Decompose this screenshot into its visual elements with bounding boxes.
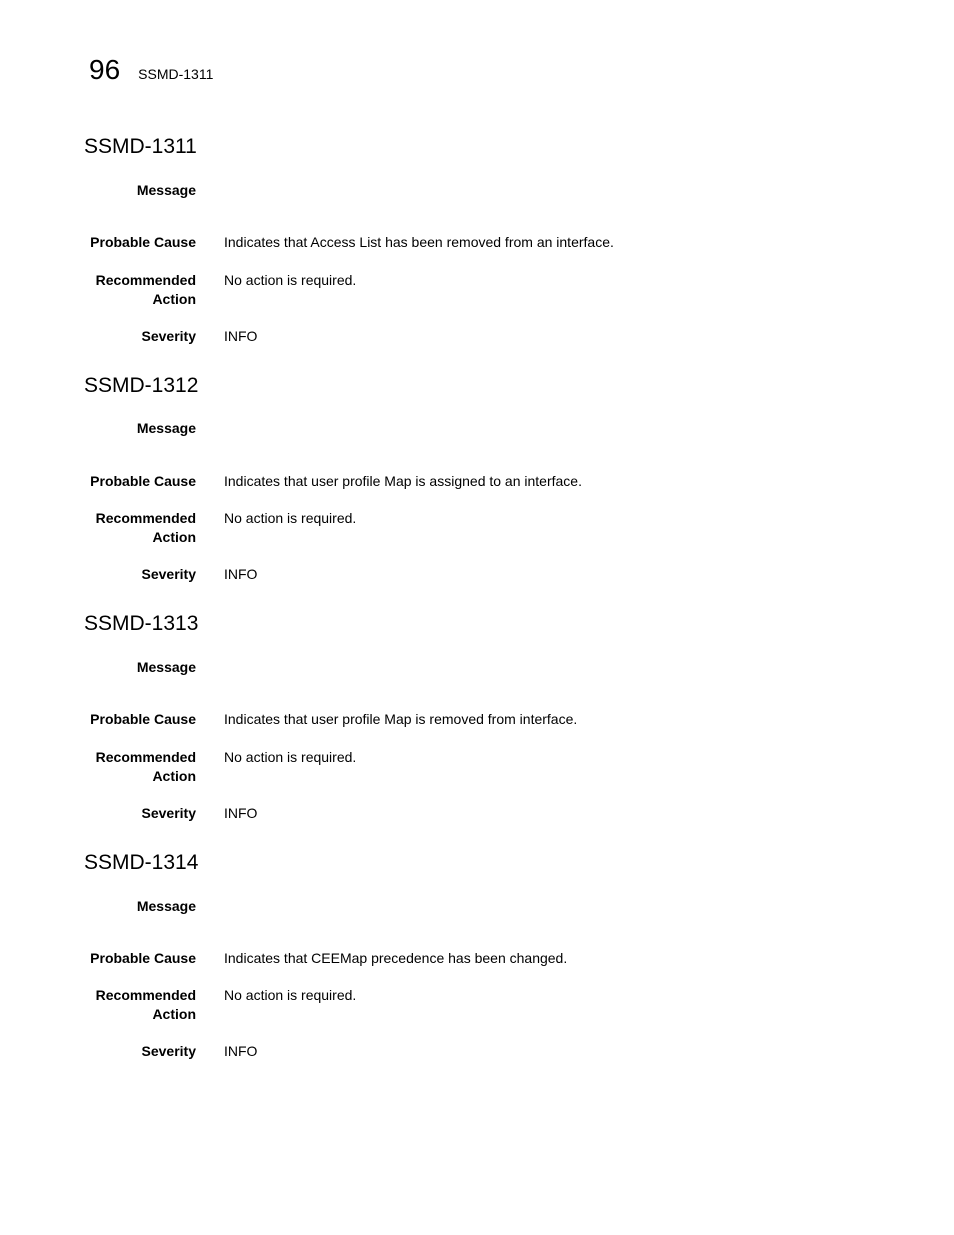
message-label: Message [136,420,196,436]
entry-title: SSMD-1314 [84,851,199,874]
severity-label: Severity [141,328,196,344]
recommended-action-label-line1: Recommended [95,272,196,288]
running-title: SSMD-1311 [138,66,214,82]
probable-cause-value: Indicates that Access List has been removed from an interface. [224,234,614,250]
recommended-action-label-line1: Recommended [95,987,196,1003]
recommended-action-label-line2: Action [152,291,196,307]
recommended-action-value: No action is required. [224,749,357,765]
probable-cause-label: Probable Cause [90,473,196,489]
severity-label: Severity [141,566,196,582]
message-label: Message [136,182,196,198]
recommended-action-value: No action is required. [224,987,357,1003]
probable-cause-value: Indicates that user profile Map is removed from interface. [224,711,578,727]
recommended-action-value: No action is required. [224,272,357,288]
probable-cause-label: Probable Cause [90,950,196,966]
recommended-action-value: No action is required. [224,510,357,526]
entry-title: SSMD-1312 [84,374,199,397]
recommended-action-label-line2: Action [152,529,196,545]
page-header [89,52,213,92]
recommended-action-label-line1: Recommended [95,749,196,765]
recommended-action-label-line2: Action [152,768,196,784]
severity-value: INFO [224,566,258,582]
recommended-action-label-line1: Recommended [95,510,196,526]
probable-cause-value: Indicates that user profile Map is assigned to an interface. [224,473,582,489]
page-number: 96 [89,54,121,85]
severity-value: INFO [224,328,258,344]
recommended-action-label [56,748,196,786]
entry-title: SSMD-1313 [84,612,199,635]
message-label: Message [136,898,196,914]
probable-cause-label: Probable Cause [90,234,196,250]
message-label: Message [136,659,196,675]
probable-cause-value: Indicates that CEEMap precedence has been changed. [224,950,568,966]
severity-label: Severity [141,1043,196,1059]
severity-label: Severity [141,805,196,821]
severity-value: INFO [224,805,258,821]
entry-title: SSMD-1311 [84,135,197,158]
recommended-action-label [56,509,196,547]
recommended-action-label [56,986,196,1024]
severity-value: INFO [224,1043,258,1059]
recommended-action-label [56,271,196,309]
recommended-action-label-line2: Action [152,1006,196,1022]
probable-cause-label: Probable Cause [90,711,196,727]
